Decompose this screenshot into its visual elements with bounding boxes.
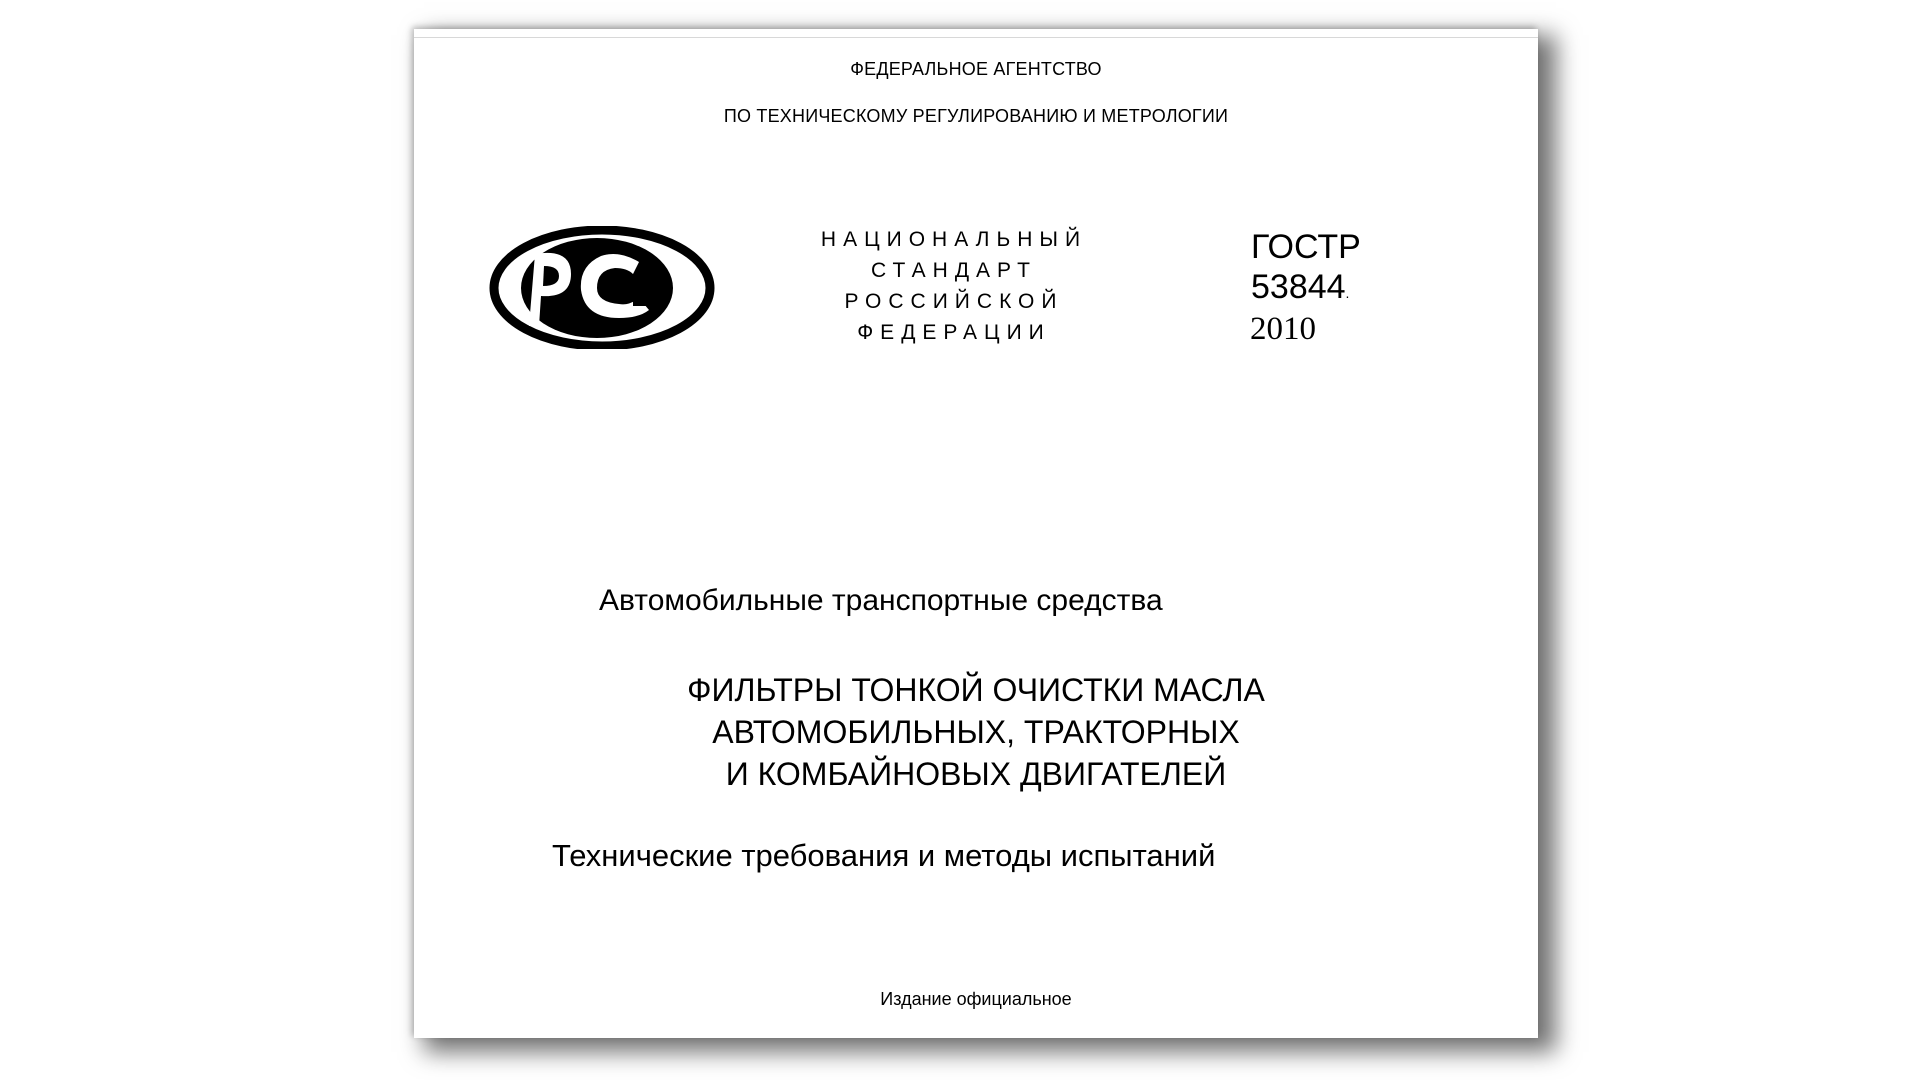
edition-label: Издание официальное	[880, 989, 1072, 1009]
main-title-line-1: ФИЛЬТРЫ ТОНКОЙ ОЧИСТКИ МАСЛА	[687, 672, 1265, 708]
standard-year: 2010	[1250, 311, 1316, 347]
document-group-title: Автомобильные транспортные средства	[599, 584, 1163, 617]
standard-number-dot: .	[1345, 285, 1350, 301]
main-title-line-2: АВТОМОБИЛЬНЫХ, ТРАКТОРНЫХ	[712, 714, 1240, 750]
national-standard-line-4: ФЕДЕРАЦИИ	[857, 321, 1051, 344]
standard-number	[1251, 267, 1349, 313]
rst-gost-logo-icon	[489, 226, 715, 349]
document-page	[414, 29, 1538, 1038]
page-top-rule	[414, 37, 1538, 38]
main-title-line-3: И КОМБАЙНОВЫХ ДВИГАТЕЛЕЙ	[725, 756, 1227, 792]
agency-name-line-2: ПО ТЕХНИЧЕСКОМУ РЕГУЛИРОВАНИЮ И МЕТРОЛОГИИ	[723, 106, 1229, 126]
document-subtitle: Технические требования и методы испытаний	[552, 838, 1216, 873]
standard-code: ГОСТР	[1251, 228, 1361, 266]
document-main-title	[414, 669, 1538, 795]
agency-name-line-1: ФЕДЕРАЛЬНОЕ АГЕНТСТВО	[850, 59, 1102, 79]
national-standard-line-3: РОССИЙСКОЙ	[844, 290, 1064, 313]
standard-number-value: 53844	[1251, 268, 1346, 306]
national-standard-line-1: НАЦИОНАЛЬНЫЙ	[820, 228, 1088, 251]
national-standard-line-2: СТАНДАРТ	[871, 259, 1037, 282]
national-standard-label	[804, 224, 1104, 348]
